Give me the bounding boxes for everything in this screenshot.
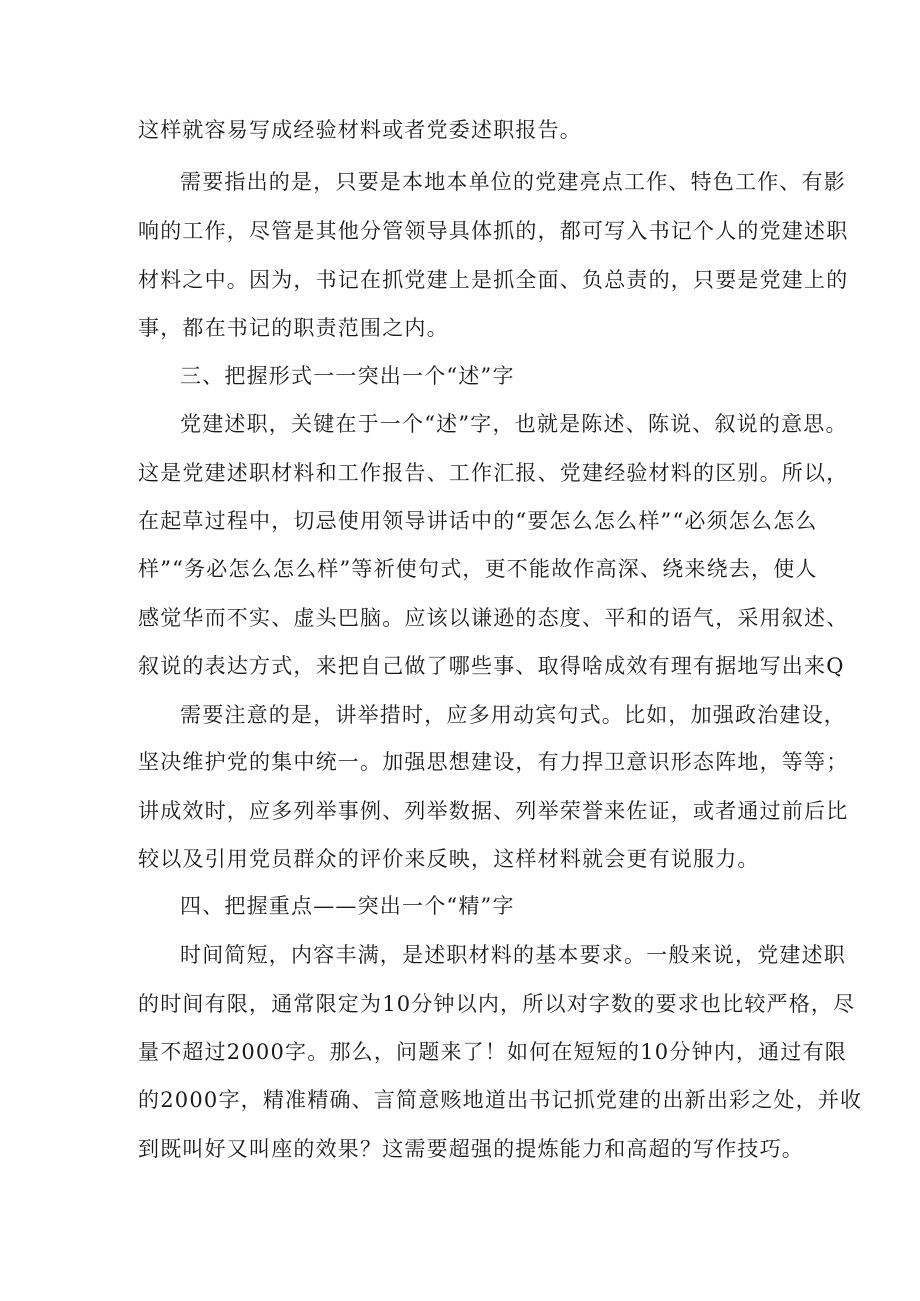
- text-line: 响的工作，尽管是其他分管领导具体抓的，都可写入书记个人的党建述职: [138, 219, 849, 243]
- text-line: 叙说的表达方式，来把自己做了哪些事、取得啥成效有理有据地写出来Q: [138, 654, 845, 678]
- text-line: 量不超过2000字。那么，问题来了！如何在短短的10分钟内，通过有限: [138, 1040, 847, 1064]
- text-line: 坚决维护党的集中统一。加强思想建设，有力捍卫意识形态阵地，等等；: [138, 750, 849, 774]
- text-line: 到既叫好又叫座的效果？这需要超强的提炼能力和高超的写作技巧。: [138, 1137, 804, 1161]
- paragraph-first-line: 需要注意的是，讲举措时，应多用动宾句式。比如，加强政治建设，: [180, 703, 846, 727]
- text-line: 这是党建述职材料和工作报告、工作汇报、党建经验材料的区别。所以，: [138, 461, 849, 485]
- text-line: 材料之中。因为，书记在抓党建上是抓全面、负总责的，只要是党建上的: [138, 268, 849, 292]
- text-line: 样”“务必怎么怎么样”等祈使句式，更不能故作高深、绕来绕去，使人: [138, 557, 818, 581]
- paragraph-first-line: 党建述职，关键在于一个“述”字，也就是陈述、陈说、叙说的意思。: [180, 412, 848, 436]
- text-line: 较以及引用党员群众的评价来反映，这样材料就会更有说服力。: [138, 847, 760, 871]
- paragraph-first-line: 时间简短，内容丰满，是述职材料的基本要求。一般来说，党建述职: [180, 943, 846, 967]
- section-heading-3: 三、把握形式一一突出一个“述”字: [180, 364, 515, 388]
- paragraph-first-line: 需要指出的是，只要是本地本单位的党建亮点工作、特色工作、有影: [180, 170, 846, 194]
- section-heading-4: 四、把握重点——突出一个“精”字: [180, 894, 515, 918]
- text-line: 这样就容易写成经验材料或者党委述职报告。: [138, 118, 582, 142]
- text-line: 事，都在书记的职责范围之内。: [138, 316, 449, 340]
- text-line: 的2000字，精准精确、言简意赅地道出书记抓党建的出新出彩之处，并收: [138, 1088, 863, 1112]
- text-line: 讲成效时，应多列举事例、列举数据、列举荣誉来佐证，或者通过前后比: [138, 799, 849, 823]
- text-line: 感觉华而不实、虚头巴脑。应该以谦逊的态度、平和的语气，采用叙述、: [138, 606, 849, 630]
- text-line: 的时间有限，通常限定为10分钟以内，所以对字数的要求也比较严格，尽: [138, 992, 856, 1016]
- text-line: 在起草过程中，切忌使用领导讲话中的“要怎么怎么样”“必须怎么怎么: [138, 509, 818, 533]
